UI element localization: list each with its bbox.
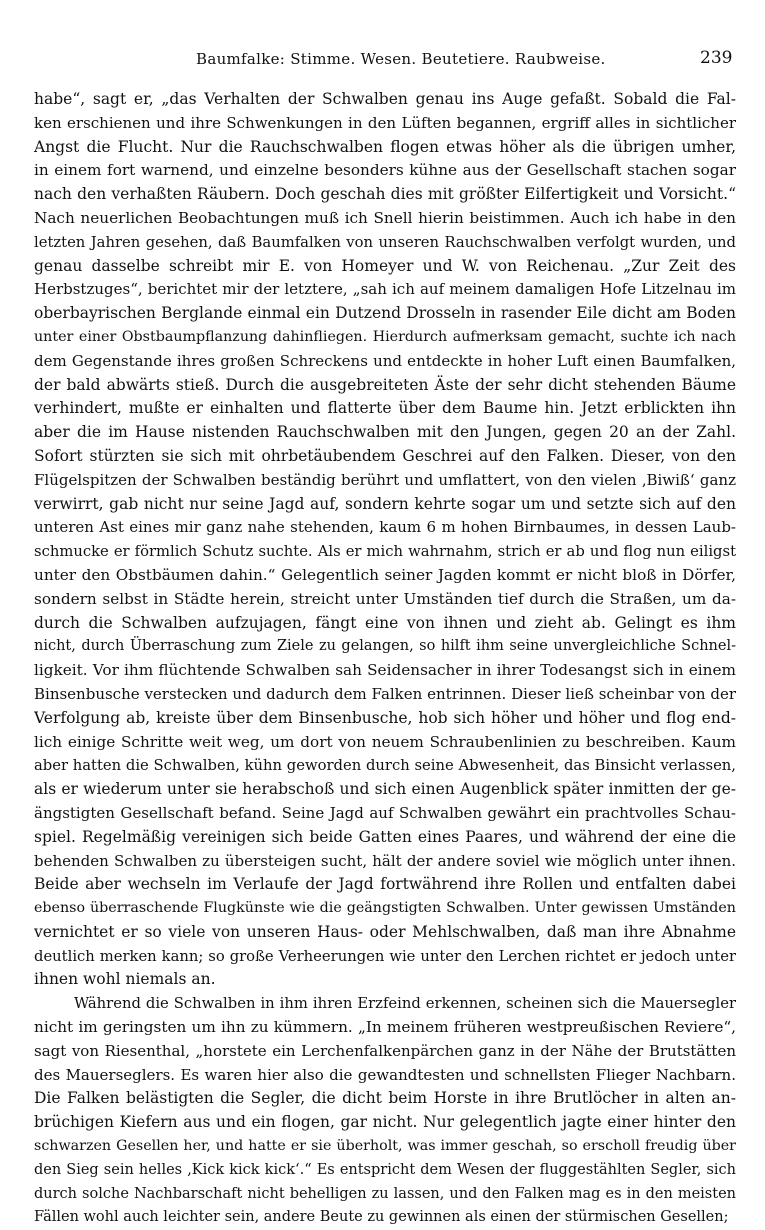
text-line: nach den verhaßten Räubern. Doch geschah dies mit größter Eilfertigkeit und Vorsicht.“ [34,185,736,204]
text-line: in einem fort warnend, und einzelne besonders kühne aus der Gesellschaft stachen sogar [34,161,736,180]
text-line: verhindert, mußte er einhalten und flatterte über dem Baume hin. Jetzt erblickten ihn [34,399,736,418]
text-line: oberbayrischen Berglande einmal ein Dutzend Drosseln in rasender Eile dicht am Boden [34,304,736,323]
text-line: sagt von Riesenthal, „horstete ein Lerchenfalkenpärchen ganz in der Nähe der Brutstätten [34,1041,736,1060]
text-line: Binsenbusche verstecken und dadurch dem Falken entrinnen. Dieser ließ scheinbar von der [34,684,736,703]
text-line: als er wiederum unter sie herabschoß und sich einen Augenblick später inmitten der ge- [34,780,736,799]
paragraph [34,992,736,1230]
text-line: verwirrt, gab nicht nur seine Jagd auf, sondern kehrte sogar um und setzte sich auf den [34,494,736,513]
text-line: Während die Schwalben in ihm ihren Erzfeind erkennen, scheinen sich die Mauersegler [74,995,736,1013]
body-text [34,88,736,1230]
text-line: deutlich merken kann; so große Verheerungen wie unter den Lerchen richtet er jedoch unter [34,947,736,965]
text-line: aber die im Hause nistenden Rauchschwalben mit den Jungen, gegen 20 an der Zahl. [34,423,736,442]
text-line: behenden Schwalben zu übersteigen sucht, hält der andere soviel wie möglich unter ihnen. [34,851,736,870]
text-line: genau dasselbe schreibt mir E. von Homeyer und W. von Reichenau. „Zur Zeit des [34,256,736,275]
text-line: ken erschienen und ihre Schwenkungen in den Lüften begannen, ergriff alles in sichtlicher [34,113,736,132]
text-line: nicht, durch Überraschung zum Ziele zu gelangen, so hilft ihm seine unvergleichliche Schnel- [34,638,736,655]
page-number: 239 [700,48,733,68]
text-line: Die Falken belästigten die Segler, die dicht beim Horste in ihre Brutlöcher in alten an- [34,1089,736,1108]
text-line: den Sieg sein helles ‚Kick kick kick‘.“ Es entspricht dem Wesen der fluggestählten Segler, sich [34,1161,736,1178]
text-line: dem Gegenstande ihres großen Schreckens und entdeckte in hoher Luft einen Baumfalken, [34,351,736,370]
text-line: Verfolgung ab, kreiste über dem Binsenbusche, hob sich höher und höher und flog end- [34,708,736,727]
text-line: Flügelspitzen der Schwalben beständig berührt und umflattert, von den vielen ‚Biwiß‘ ganz [34,470,736,489]
text-line: Fällen wohl auch leichter sein, andere Beute zu gewinnen als einen der stürmischen Gesellen; [34,1209,729,1226]
text-line: unter einer Obstbaumpflanzung dahinfliegen. Hierdurch aufmerksam gemacht, suchte ich nach [34,328,736,345]
text-line: ihnen wohl niemals an. [34,970,216,989]
running-head [0,46,765,70]
text-line: unter den Obstbäumen dahin.“ Gelegentlich seiner Jagden kommt er nicht bloß in Dörfer, [34,565,736,584]
text-line: Beide aber wechseln im Verlaufe der Jagd fortwährend ihre Rollen und entfalten dabei [34,875,736,894]
text-line: durch die Schwalben aufzujagen, fängt eine von ihnen und zieht ab. Gelingt es ihm [34,613,736,632]
text-line: sondern selbst in Städte herein, streicht unter Umständen tief durch die Straßen, um da- [34,589,736,608]
running-head-title: Baumfalke: Stimme. Wesen. Beutetiere. Raubweise. [196,50,606,68]
text-line: der bald abwärts stieß. Durch die ausgebreiteten Äste der sehr dicht stehenden Bäume [34,375,736,394]
text-line: ligkeit. Vor ihm flüchtende Schwalben sah Seidensacher in ihrer Todesangst sich in einem [34,661,736,680]
text-line: ebenso überraschende Flugkünste wie die geängstigten Schwalben. Unter gewissen Umständen [34,900,736,917]
text-line: ängstigten Gesellschaft befand. Seine Jagd auf Schwalben gewährt ein prachtvolles Schau- [34,803,736,822]
text-line: lich einige Schritte weit weg, um dort von neuem Schraubenlinien zu beschreiben. Kaum [34,732,736,751]
text-line: brüchigen Kiefern aus und ein flogen, gar nicht. Nur gelegentlich jagte einer hinter den [34,1113,736,1132]
text-line: aber hatten die Schwalben, kühn geworden durch seine Abwesenheit, das Binsicht verlassen, [34,757,736,775]
text-line: Herbstzuges“, berichtet mir der letztere, „sah ich auf meinem damaligen Hofe Litzelnau im [34,280,736,299]
text-line: des Mauerseglers. Es waren hier also die gewandtesten und schnellsten Flieger Nachbarn. [34,1065,736,1084]
text-line: durch solche Nachbarschaft nicht behelligen zu lassen, und den Falken mag es in den meisten [34,1185,736,1202]
text-line: Nach neuerlichen Beobachtungen muß ich Snell hierin beistimmen. Auch ich habe in den [34,208,736,227]
text-line: schmucke er förmlich Schutz suchte. Als er mich wahrnahm, strich er ab und flog nun eiligst [34,543,736,561]
text-line: spiel. Regelmäßig vereinigen sich beide Gatten eines Paares, und während der eine die [34,827,736,846]
text-line: letzten Jahren gesehen, daß Baumfalken von unseren Rauchschwalben verfolgt wurden, und [34,233,736,251]
paragraph [34,88,736,992]
text-line: nicht im geringsten um ihn zu kümmern. „In meinem früheren westpreußischen Reviere“, [34,1018,736,1037]
text-line: vernichtet er so viele von unseren Haus- oder Mehlschwalben, daß man ihre Abnahme [34,922,736,941]
text-line: unteren Ast eines mir ganz nahe stehenden, kaum 6 m hohen Birnbaumes, in dessen Laub- [34,518,736,537]
text-line: habe“, sagt er, „das Verhalten der Schwalben genau ins Auge gefaßt. Sobald die Fal- [34,90,736,108]
text-line: Sofort stürzten sie sich mit ohrbetäubendem Geschrei auf den Falken. Dieser, von den [34,446,736,465]
text-line: Angst die Flucht. Nur die Rauchschwalben flogen etwas höher als die übrigen umher, [34,137,736,156]
text-line: schwarzen Gesellen her, und hatte er sie überholt, was immer geschah, so erscholl freudig über [34,1138,736,1155]
